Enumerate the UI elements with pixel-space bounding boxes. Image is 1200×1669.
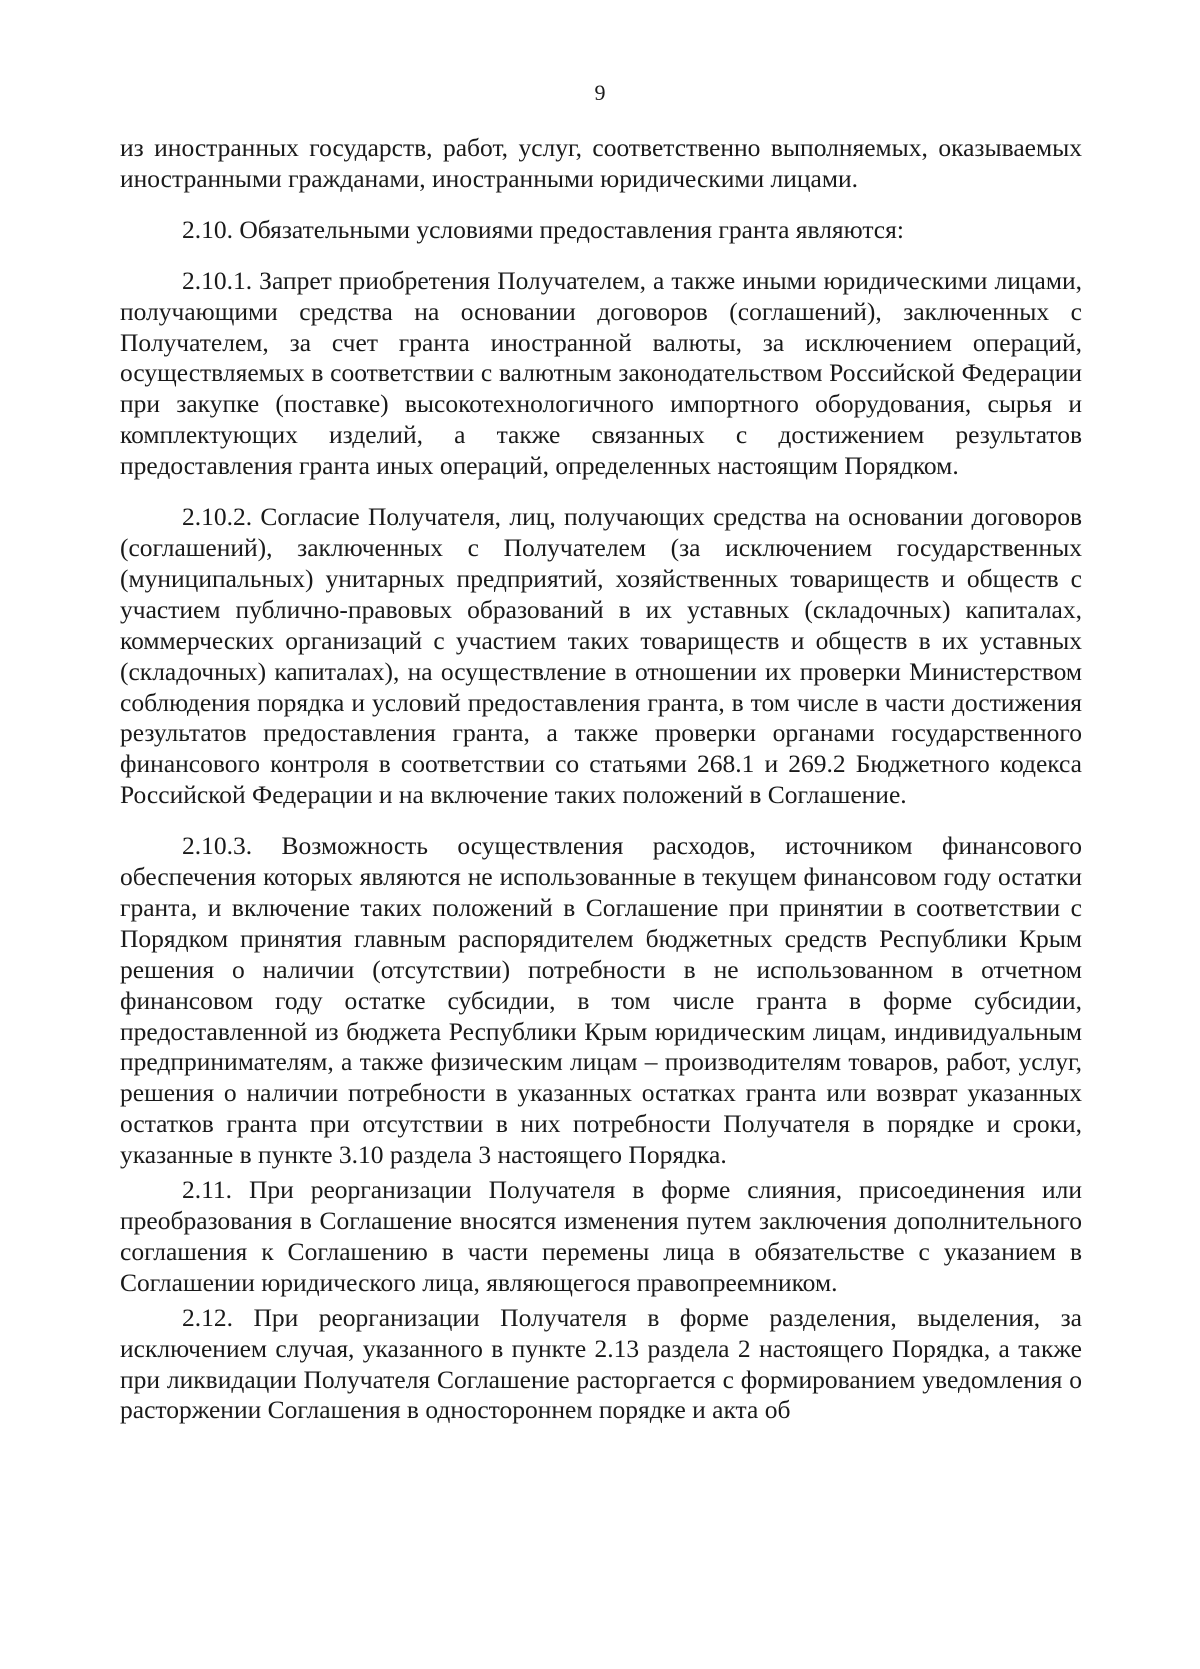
page-number: 9 — [594, 80, 606, 105]
paragraph-2-10: 2.10. Обязательными условиями предоставления гранта являются: — [182, 214, 904, 244]
paragraph-continuation: из иностранных государств, работ, услуг, соответственно выполняемых, оказываемых иностранными гражданами, иностранными юридическими лицами. — [120, 133, 1082, 193]
paragraph-2-12: 2.12. При реорганизации Получателя в форме разделения, выделения, за исключением случая, указанного в пункте 2.13 раздела 2 настоящего Порядка, а также при ликвидации Получателя Соглашение расторгается с формированием уведомления о расторжении Соглашения в одностороннем порядке и акта об — [120, 1302, 1082, 1425]
paragraph-2-10-3: 2.10.3. Возможность осуществления расходов, источником финансового обеспечения которых являются не использованные в текущем финансовом году остатки гранта, и включение таких положений в Соглашение при принятии в соответствии с Порядком принятия главным распорядителем бюджетных средств Республики Крым решения о наличии (отсутствии) потребности в не использованном в отчетном финансовом году остатке субсидии, в том числе гранта в форме субсидии, предоставленной из бюджета Республики Крым юридическим лицам, индивидуальным предпринимателям, а также физическим лицам – производителям товаров, работ, услуг, решения о наличии потребности в указанных остатках гранта или возврат указанных остатков гранта при отсутствии в них потребности Получателя в порядке и сроки, указанные в пункте 3.10 раздела 3 настоящего Порядка. — [120, 831, 1082, 1170]
paragraph-2-10-1: 2.10.1. Запрет приобретения Получателем, а также иными юридическими лицами, получающими средства на основании договоров (соглашений), заключенных с Получателем, за счет гранта иностранной валюты, за исключением операций, осуществляемых в соответствии с валютным законодательством Российской Федерации при закупке (поставке) высокотехнологичного импортного оборудования, сырья и комплектующих изделий, а также связанных с достижением результатов предоставления гранта иных операций, определенных настоящим Порядком. — [120, 265, 1082, 481]
document-body — [120, 133, 1082, 1426]
paragraph-2-10-2: 2.10.2. Согласие Получателя, лиц, получающих средства на основании договоров (соглашений), заключенных с Получателем (за исключением государственных (муниципальных) унитарных предприятий, хозяйственных товариществ и обществ с участием публично-правовых образований в их уставных (складочных) капиталах, коммерческих организаций с участием таких товариществ и обществ в их уставных (складочных) капиталах), на осуществление в отношении их проверки Министерством соблюдения порядка и условий предоставления гранта, в том числе в части достижения результатов предоставления гранта, а также проверки органами государственного финансового контроля в соответствии со статьями 268.1 и 269.2 Бюджетного кодекса Российской Федерации и на включение таких положений в Соглашение. — [120, 502, 1082, 810]
paragraph-2-11: 2.11. При реорганизации Получателя в форме слияния, присоединения или преобразования в Соглашение вносятся изменения путем заключения дополнительного соглашения к Соглашению в части перемены лица в обязательстве с указанием в Соглашении юридического лица, являющегося правопреемником. — [120, 1175, 1082, 1297]
